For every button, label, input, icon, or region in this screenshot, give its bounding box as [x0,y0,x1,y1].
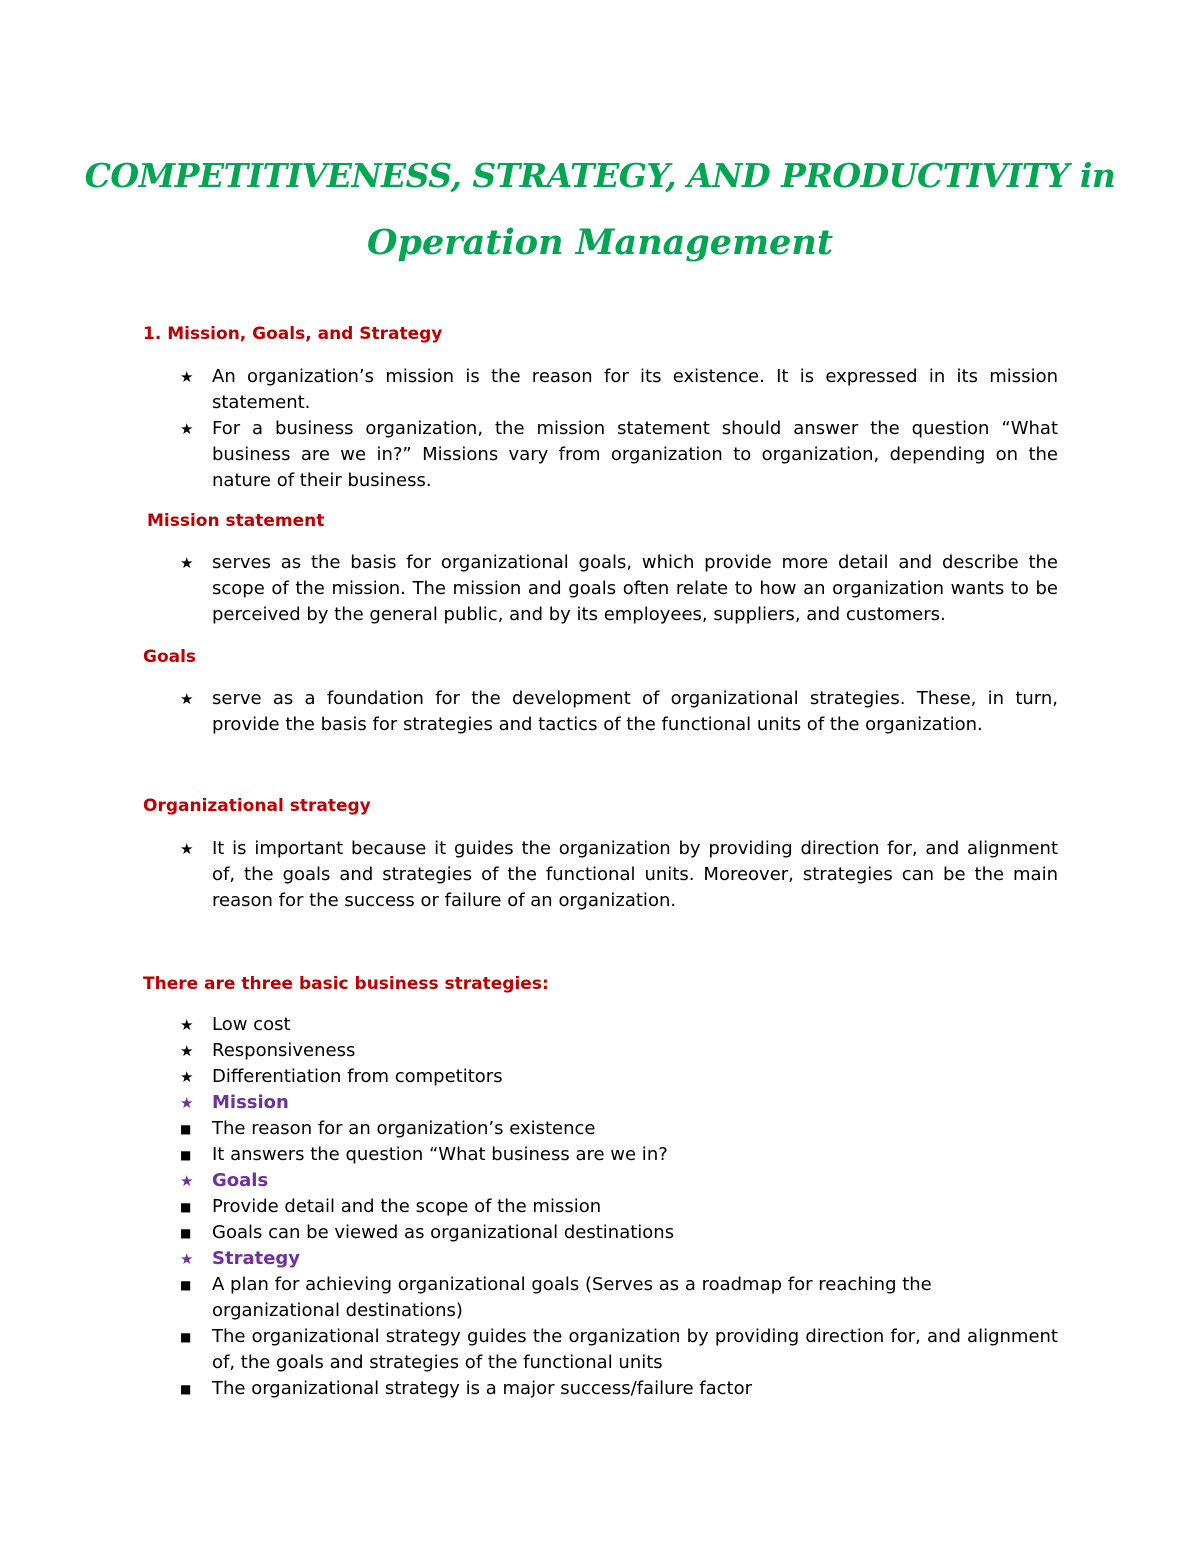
star-bullet-icon: ★ [180,554,194,572]
square-bullet-icon: ■ [180,1200,192,1214]
purple-star-bullet-icon: ★ [180,1250,194,1268]
square-bullet-icon: ■ [180,1122,192,1136]
square-bullet-icon: ■ [180,1382,192,1396]
square-bullet-icon: ■ [180,1148,192,1162]
document-title-line-1: COMPETITIVENESS, STRATEGY, AND PRODUCTIVITY in [84,156,1116,195]
list-item: ■ Goals can be viewed as organizational destinations [0,1220,1058,1246]
goals-list [0,686,1200,738]
org-strategy-list [0,836,1200,914]
list-item: ■ The organizational strategy is a major success/failure factor [0,1376,1058,1402]
list-item: ■ Provide detail and the scope of the mission [0,1194,1058,1220]
star-bullet-icon: ★ [180,690,194,708]
list-item: ★ For a business organization, the mission statement should answer the question “What business are we in?” Missions vary from organization to organization, depending on the nature of their business. [180,418,1058,491]
section1-list [0,364,1200,494]
list-item: ★ Responsiveness [0,1038,1058,1064]
list-item: ■ The organizational strategy guides the organization by providing direction for, and alignment of, the goals and strategies of the functional units [180,1326,1058,1373]
section-heading-goals: Goals [143,647,197,667]
square-bullet-icon: ■ [180,1226,192,1240]
list-subheading-strategy: ★ Strategy [0,1246,1058,1272]
list-item: ■ It answers the question “What business are we in? [0,1142,1058,1168]
list-item: ★ An organization’s mission is the reason for its existence. It is expressed in its mission statement. [180,366,1058,413]
basic-strategies-list [0,1012,1200,1402]
section-heading-organizational-strategy: Organizational strategy [143,796,371,816]
square-bullet-icon: ■ [180,1330,192,1344]
square-bullet-icon: ■ [180,1278,192,1292]
star-bullet-icon: ★ [180,368,194,386]
list-subheading-goals: ★ Goals [0,1168,1058,1194]
purple-star-bullet-icon: ★ [180,1094,194,1112]
star-bullet-icon: ★ [180,1068,194,1086]
star-bullet-icon: ★ [180,840,194,858]
list-item: ★ It is important because it guides the organization by providing direction for, and alignment of, the goals and strategies of the functional units. Moreover, strategies can be the main reason for the success or failure of an organization. [180,838,1058,911]
document-title-line-2: Operation Management [367,222,833,263]
purple-star-bullet-icon: ★ [180,1172,194,1190]
mission-statement-list [0,550,1200,628]
list-item: ★ Differentiation from competitors [0,1064,1058,1090]
star-bullet-icon: ★ [180,420,194,438]
list-item: ■ The reason for an organization’s existence [0,1116,1058,1142]
star-bullet-icon: ★ [180,1016,194,1034]
list-item: ■ A plan for achieving organizational goals (Serves as a roadmap for reaching the organizational destinations) [180,1274,932,1321]
star-bullet-icon: ★ [180,1042,194,1060]
list-subheading-mission: ★ Mission [0,1090,1058,1116]
list-item: ★ serve as a foundation for the development of organizational strategies. These, in turn, provide the basis for strategies and tactics of the functional units of the organization. [180,688,1058,735]
section-heading-mission-statement: Mission statement [147,511,325,531]
section-heading-basic-strategies: There are three basic business strategies: [143,974,549,994]
list-item: ★ serves as the basis for organizational goals, which provide more detail and describe the scope of the mission. The mission and goals often relate to how an organization wants to be perceived by the general public, and by its employees, suppliers, and customers. [180,552,1058,625]
section-heading-mission-goals-strategy: 1. Mission, Goals, and Strategy [143,324,443,344]
list-item: ★ Low cost [0,1012,1058,1038]
